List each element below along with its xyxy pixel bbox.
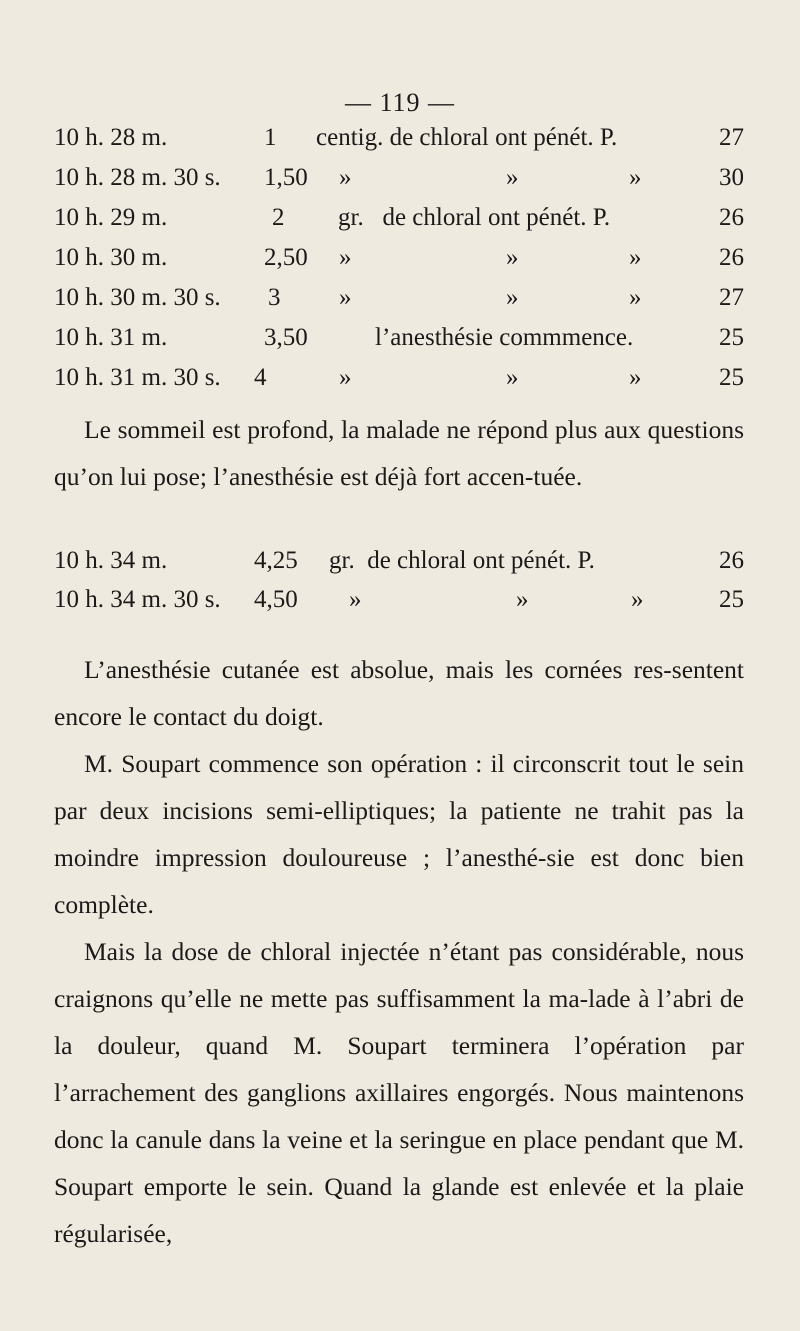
ditto-mark: » bbox=[349, 586, 362, 613]
note-cell: gr. de chloral ont pénét. P. bbox=[338, 204, 611, 231]
paragraph-dose: Mais la dose de chloral injectée n’étant pas considérable, nous craignons qu’elle ne mette pas suffisamment la ma-lade à l’abri de la douleur, quand M. Soupart terminera l’opération par l’arrachement des ganglions axillaires engorgés. Nous maintenons donc la canule dans la veine et la seringue en place pendant que M. Soupart emporte le sein. Quand la glande est enlevée et la plaie régularisée, bbox=[54, 937, 744, 1248]
pulse-cell: 30 bbox=[719, 164, 744, 191]
time-cell: 10 h. 34 m. 30 s. bbox=[54, 586, 221, 613]
pulse-cell: 25 bbox=[719, 364, 744, 391]
dose-cell: 1,50 bbox=[264, 164, 308, 191]
ditto-mark: » bbox=[506, 244, 519, 271]
dose-cell: 4,50 bbox=[254, 586, 298, 613]
time-cell: 10 h. 29 m. bbox=[54, 204, 168, 231]
log-row bbox=[54, 284, 744, 324]
dosage-log-2 bbox=[54, 547, 744, 626]
log-row bbox=[54, 364, 744, 404]
dose-cell: 4 bbox=[254, 364, 267, 391]
log-row bbox=[54, 244, 744, 284]
time-cell: 10 h. 34 m. bbox=[54, 547, 168, 574]
log-row bbox=[54, 547, 744, 586]
ditto-mark: » bbox=[339, 364, 352, 391]
pulse-cell: 25 bbox=[719, 586, 744, 613]
time-cell: 10 h. 31 m. bbox=[54, 324, 168, 351]
page-number: — 119 — bbox=[344, 88, 456, 117]
note-cell: gr. de chloral ont pénét. P. bbox=[329, 547, 595, 574]
log-row bbox=[54, 204, 744, 244]
pulse-cell: 27 bbox=[719, 124, 744, 151]
log-row bbox=[54, 586, 744, 626]
pulse-cell: 26 bbox=[719, 547, 744, 574]
pulse-cell: 26 bbox=[719, 244, 744, 271]
ditto-mark: » bbox=[506, 284, 519, 311]
log-row bbox=[54, 124, 744, 164]
paragraph-sleep: Le sommeil est profond, la malade ne répond plus aux questions qu’on lui pose; l’anesthésie est déjà fort accen-tuée. bbox=[54, 415, 744, 491]
log-row bbox=[54, 164, 744, 204]
ditto-mark: » bbox=[339, 244, 352, 271]
time-cell: 10 h. 30 m. 30 s. bbox=[54, 284, 221, 311]
paragraph-operation: M. Soupart commence son opération : il circonscrit tout le sein par deux incisions semi-elliptiques; la patiente ne trahit pas la moindre impression douloureuse ; l’anesthé-sie est donc bien complète. bbox=[54, 749, 744, 919]
dose-cell: 3,50 bbox=[264, 324, 308, 351]
ditto-mark: » bbox=[506, 164, 519, 191]
ditto-mark: » bbox=[631, 586, 644, 613]
ditto-mark: » bbox=[629, 284, 642, 311]
ditto-mark: » bbox=[629, 244, 642, 271]
time-cell: 10 h. 28 m. bbox=[54, 124, 168, 151]
time-cell: 10 h. 30 m. bbox=[54, 244, 168, 271]
dose-cell: 2 bbox=[272, 204, 285, 231]
note-cell: centig. de chloral ont pénét. P. bbox=[316, 124, 618, 151]
pulse-cell: 27 bbox=[719, 284, 744, 311]
ditto-mark: » bbox=[516, 586, 529, 613]
ditto-mark: » bbox=[629, 364, 642, 391]
dose-cell: 2,50 bbox=[264, 244, 308, 271]
time-cell: 10 h. 28 m. 30 s. bbox=[54, 164, 221, 191]
time-cell: 10 h. 31 m. 30 s. bbox=[54, 364, 221, 391]
dose-cell: 4,25 bbox=[254, 547, 298, 574]
ditto-mark: » bbox=[339, 284, 352, 311]
ditto-mark: » bbox=[339, 164, 352, 191]
pulse-cell: 25 bbox=[719, 324, 744, 351]
ditto-mark: » bbox=[629, 164, 642, 191]
note-cell: l’anesthésie commmence. bbox=[375, 324, 634, 351]
pulse-cell: 26 bbox=[719, 204, 744, 231]
paragraph-anesthesia: L’anesthésie cutanée est absolue, mais les cornées res-sentent encore le contact du doigt. bbox=[54, 655, 744, 731]
dose-cell: 3 bbox=[268, 284, 281, 311]
dose-cell: 1 bbox=[264, 124, 277, 151]
ditto-mark: » bbox=[506, 364, 519, 391]
log-row bbox=[54, 324, 744, 364]
dosage-log-1 bbox=[54, 124, 744, 404]
